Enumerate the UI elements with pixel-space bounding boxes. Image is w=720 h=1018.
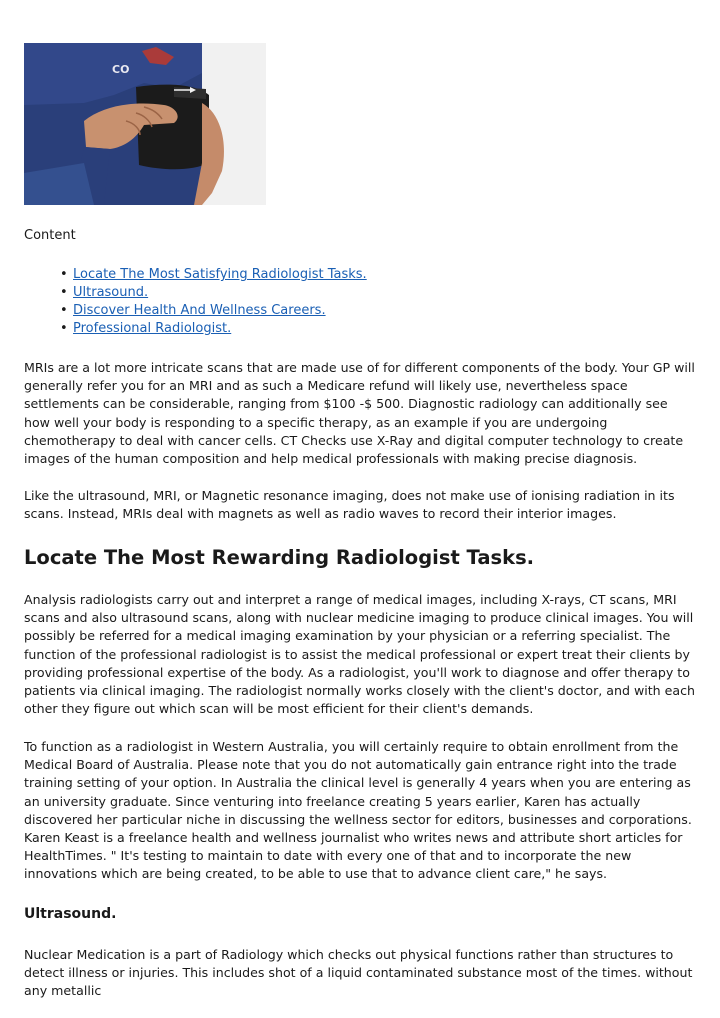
toc-link-ultrasound[interactable]: Ultrasound.	[73, 285, 149, 300]
section-heading-ultrasound: Ultrasound.	[24, 906, 117, 922]
section2-paragraph-nuclear-medication: Nuclear Medication is a part of Radiology which checks out physical functions rather than structures to detect illness or injuries. This includes shot of a liquid contaminated substance most of the times. without any metallic	[24, 947, 693, 999]
intro-paragraph-mri: MRIs are a lot more intricate scans that are made use of for different components of the body. Your GP will generally refer you for an MRI and as such a Medicare refund will likely use, nevertheless space settlements can be considerable, ranging from $100 -$ 500. Diagnostic radiology can additionally see how well your body is responding to a specific therapy, as an example if you are undergoing chemotherapy to deal with cancer cells. CT Checks use X-Ray and digital computer technology to create images of the human composition and help medical professionals with making precise diagnosis.	[24, 360, 695, 467]
shirt-lettering: CO	[112, 63, 130, 76]
toc-link-health-careers[interactable]: Discover Health And Wellness Careers.	[73, 303, 326, 318]
toc-item	[60, 320, 367, 338]
toc-item	[60, 266, 367, 284]
blood-pressure-photo	[24, 43, 266, 205]
section1-paragraph-western-australia: To function as a radiologist in Western Australia, you will certainly require to obtain enrollment from the Medical Board of Australia. Please note that you do not automatically gain entrance right into the trade training setting of your option. In Australia the clinical level is generally 4 years when you are entering as an university graduate. Since venturing into freelance creating 5 years earlier, Karen has actually discovered her particular niche in discussing the wellness sector for editors, businesses and corporations. Karen Keast is a freelance health and wellness journalist who writes news and attribute short articles for HealthTimes. " It's testing to maintain to date with every one of that and to incorporate the new innovations which are being created, to be able to use that to advance client care," he says.	[24, 739, 692, 882]
section1-paragraph-analysis: Analysis radiologists carry out and interpret a range of medical images, including X-rays, CT scans, MRI scans and also ultrasound scans, along with nuclear medicine imaging to produce clinical images. You will possibly be referred for a medical imaging examination by your physician or a referring specialist. The function of the professional radiologist is to assist the medical professional or expert treat their clients by providing professional expertise of the body. As a radiologist, you'll work to diagnose and offer therapy to patients via clinical imaging. The radiologist normally works closely with the client's doctor, and with each other they figure out which scan will be most efficient for their client's demands.	[24, 592, 696, 717]
toc-item	[60, 284, 367, 302]
toc-link-professional-radiologist[interactable]: Professional Radiologist.	[73, 321, 232, 336]
intro-paragraph-ultrasound: Like the ultrasound, MRI, or Magnetic resonance imaging, does not make use of ionising radiation in its scans. Instead, MRIs deal with magnets as well as radio waves to record their interior images.	[24, 488, 675, 522]
blood-pressure-illustration	[24, 43, 266, 205]
table-of-contents	[60, 266, 367, 338]
toc-heading: Content	[24, 228, 76, 243]
section-heading-rewarding-tasks: Locate The Most Rewarding Radiologist Tasks.	[24, 546, 535, 569]
toc-link-satisfying-tasks[interactable]: Locate The Most Satisfying Radiologist Tasks.	[73, 267, 367, 282]
toc-item	[60, 302, 367, 320]
